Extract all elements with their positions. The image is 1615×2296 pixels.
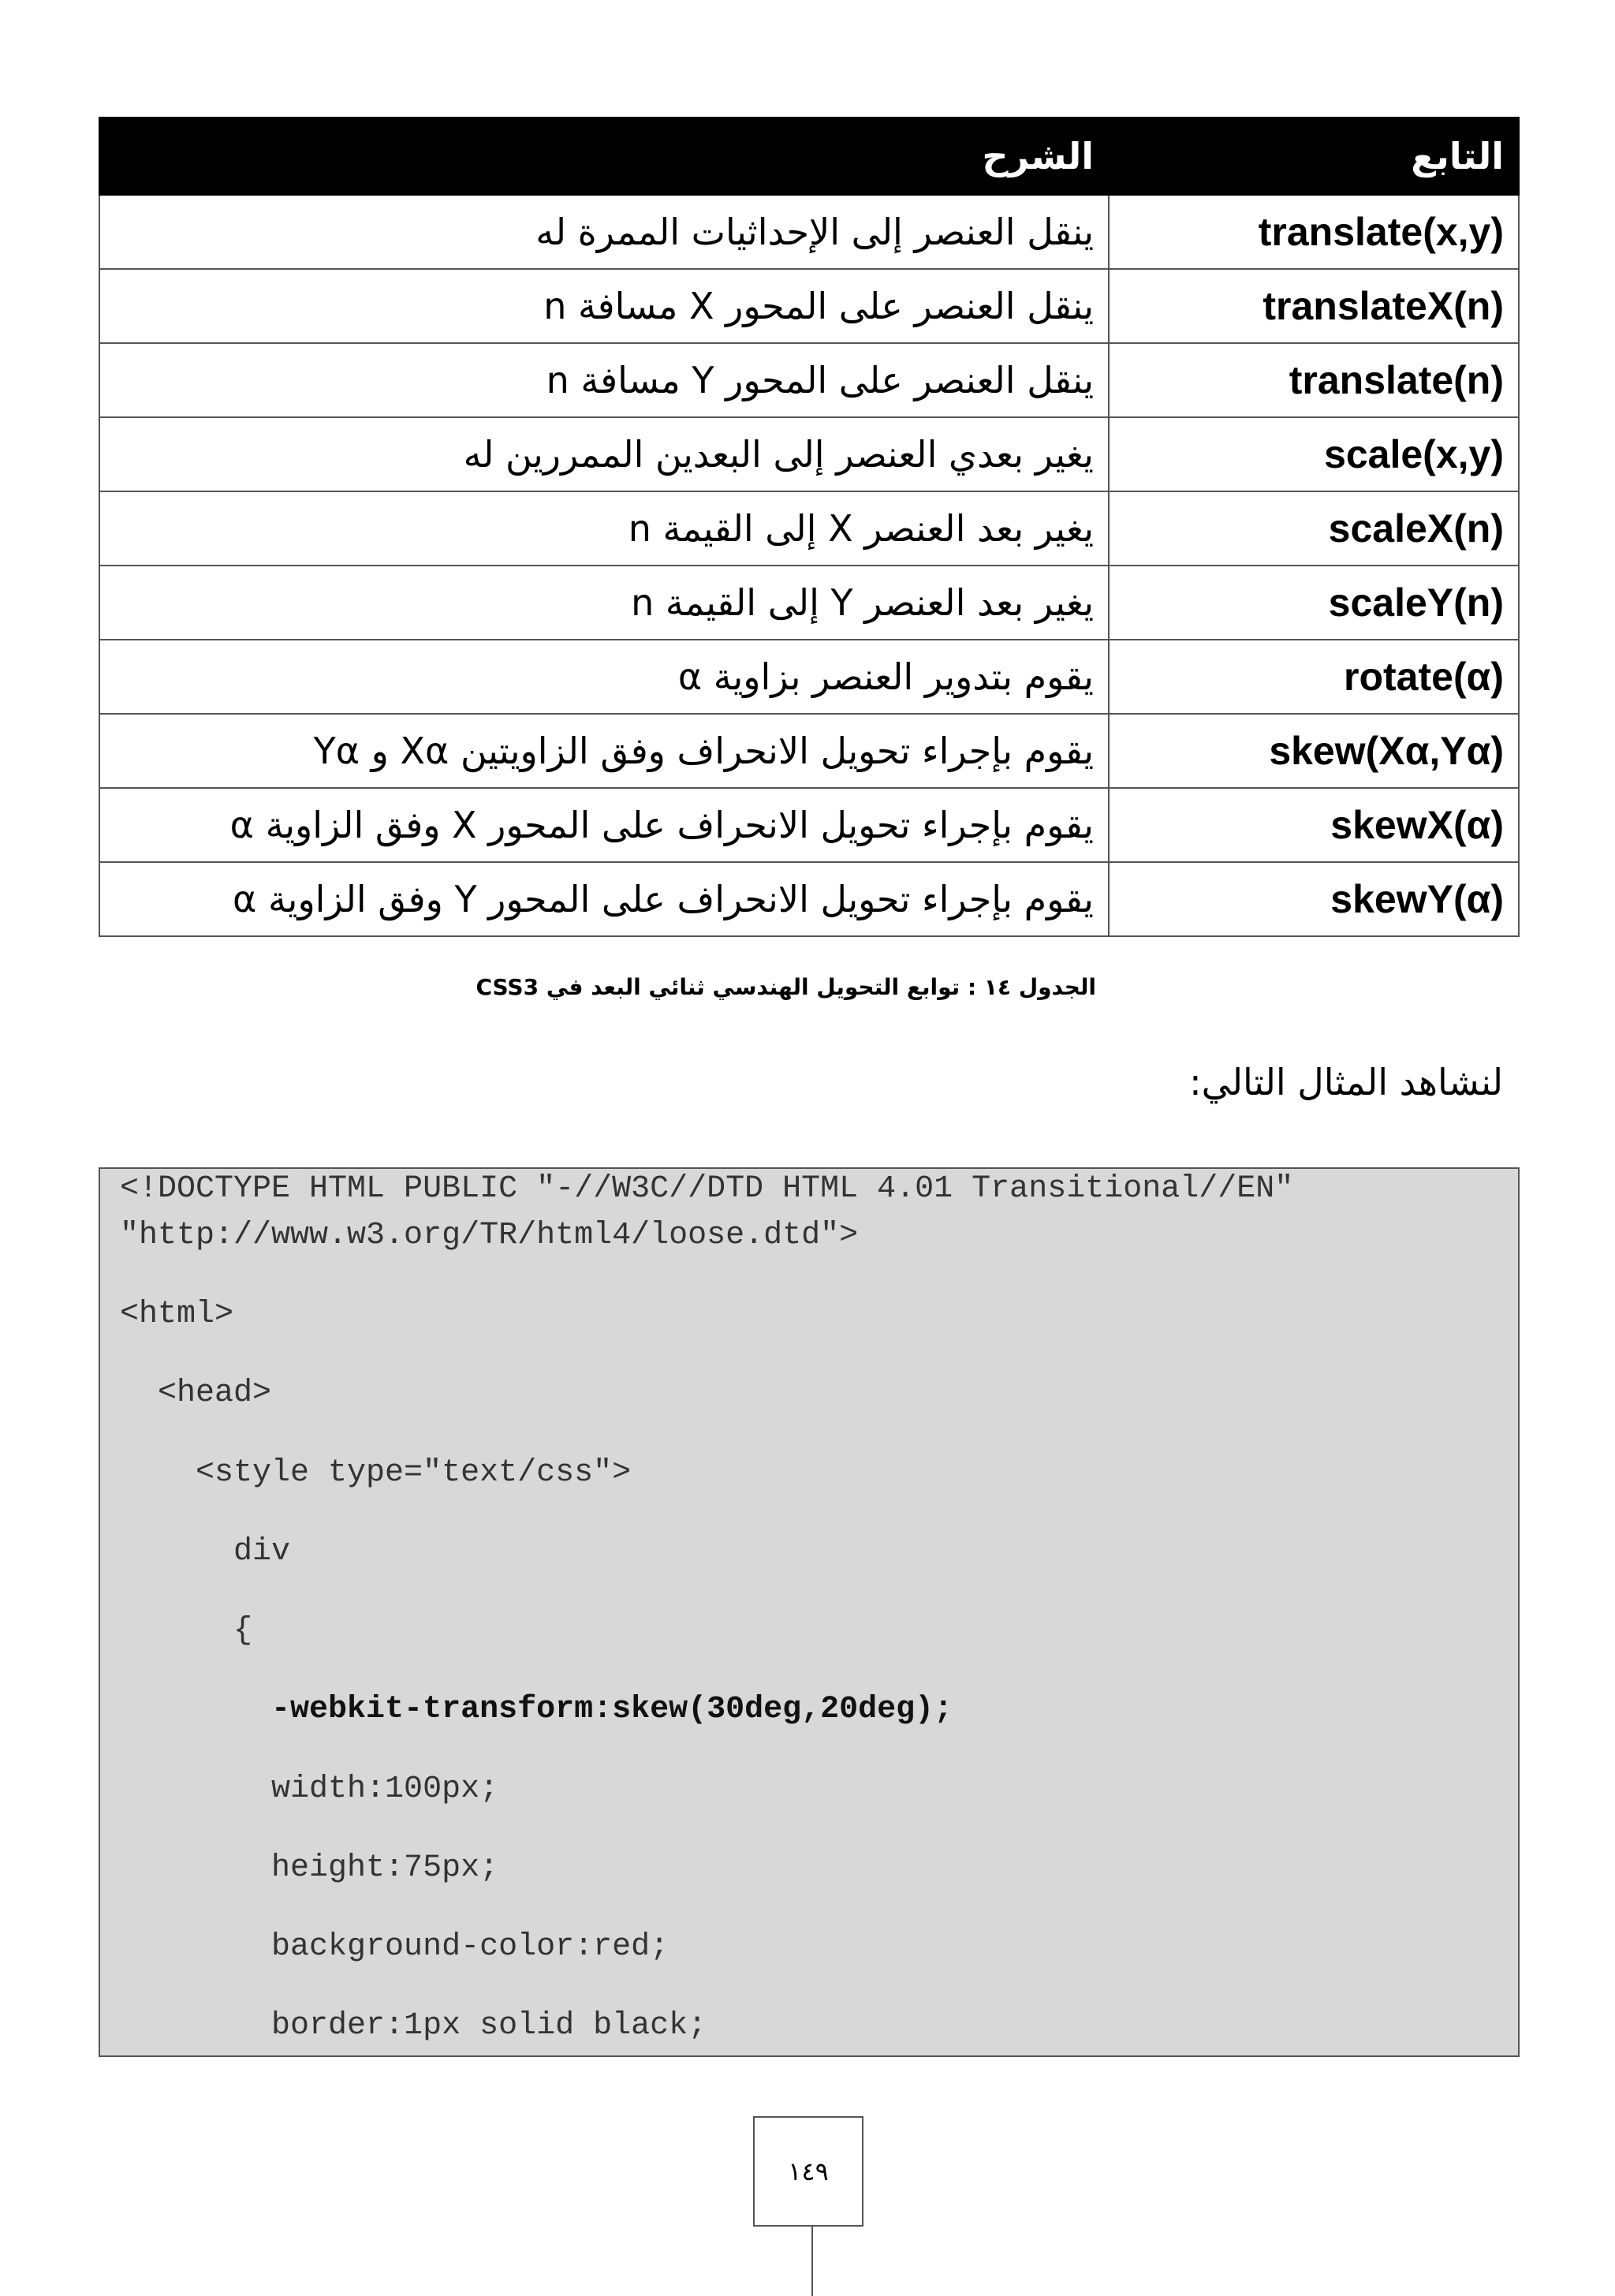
code-line: background-color:red; [120, 1929, 669, 1965]
table-row [99, 417, 1519, 491]
code-line: { [120, 1613, 253, 1648]
description-cell: يقوم بإجراء تحويل الانحراف وفق الزاويتين Xα و Yα [99, 714, 1109, 788]
table-row [99, 491, 1519, 566]
table-row [99, 195, 1519, 269]
code-line: "http://www.w3.org/TR/html4/loose.dtd"> [120, 1218, 859, 1253]
function-cell: skewY(α) [1109, 862, 1519, 936]
function-cell: translateX(n) [1109, 269, 1519, 343]
page-number: ١٤٩ [753, 2116, 863, 2227]
table-row [99, 714, 1519, 788]
code-line: <style type="text/css"> [120, 1455, 632, 1491]
table-row [99, 788, 1519, 862]
description-cell: ينقل العنصر على المحور Y مسافة n [99, 343, 1109, 417]
table-header-row [99, 118, 1519, 195]
description-cell: يقوم بإجراء تحويل الانحراف على المحور Y وفق الزاوية α [99, 862, 1109, 936]
code-line: border:1px solid black; [120, 2008, 707, 2044]
table-row [99, 269, 1519, 343]
intro-text: لنشاهد المثال التالي: [1189, 1061, 1503, 1103]
description-cell: يقوم بإجراء تحويل الانحراف على المحور X وفق الزاوية α [99, 788, 1109, 862]
description-cell: يغير بعد العنصر Y إلى القيمة n [99, 566, 1109, 640]
description-cell: يقوم بتدوير العنصر بزاوية α [99, 640, 1109, 714]
code-line: div [120, 1534, 291, 1570]
description-cell: ينقل العنصر إلى الإحداثيات الممرة له [99, 195, 1109, 269]
description-cell: ينقل العنصر على المحور X مسافة n [99, 269, 1109, 343]
table-row [99, 640, 1519, 714]
function-cell: scale(x,y) [1109, 417, 1519, 491]
header-description: الشرح [99, 118, 1109, 195]
transform-functions-table [99, 117, 1520, 937]
function-cell: translate(x,y) [1109, 195, 1519, 269]
page-number-connector-line [811, 2227, 813, 2296]
header-function: التابع [1109, 118, 1519, 195]
function-cell: translate(n) [1109, 343, 1519, 417]
table-row [99, 343, 1519, 417]
function-cell: skew(Xα,Yα) [1109, 714, 1519, 788]
function-cell: skewX(α) [1109, 788, 1519, 862]
table-row [99, 566, 1519, 640]
table-caption: الجدول ١٤ : توابع التحويل الهندسي ثنائي البعد في CSS3 [476, 974, 1096, 1000]
description-cell: يغير بعدي العنصر إلى البعدين الممررين له [99, 417, 1109, 491]
function-cell: scaleX(n) [1109, 491, 1519, 566]
code-line: height:75px; [120, 1850, 499, 1886]
code-block [99, 1167, 1520, 2057]
code-line-highlighted: -webkit-transform:skew(30deg,20deg); [120, 1692, 953, 1727]
table-row [99, 862, 1519, 936]
function-cell: rotate(α) [1109, 640, 1519, 714]
code-line: <head> [120, 1376, 272, 1411]
code-line: width:100px; [120, 1771, 499, 1807]
function-cell: scaleY(n) [1109, 566, 1519, 640]
description-cell: يغير بعد العنصر X إلى القيمة n [99, 491, 1109, 566]
code-line: <html> [120, 1297, 234, 1332]
code-line: <!DOCTYPE HTML PUBLIC "-//W3C//DTD HTML 4.01 Transitional//EN" [120, 1171, 1294, 1207]
